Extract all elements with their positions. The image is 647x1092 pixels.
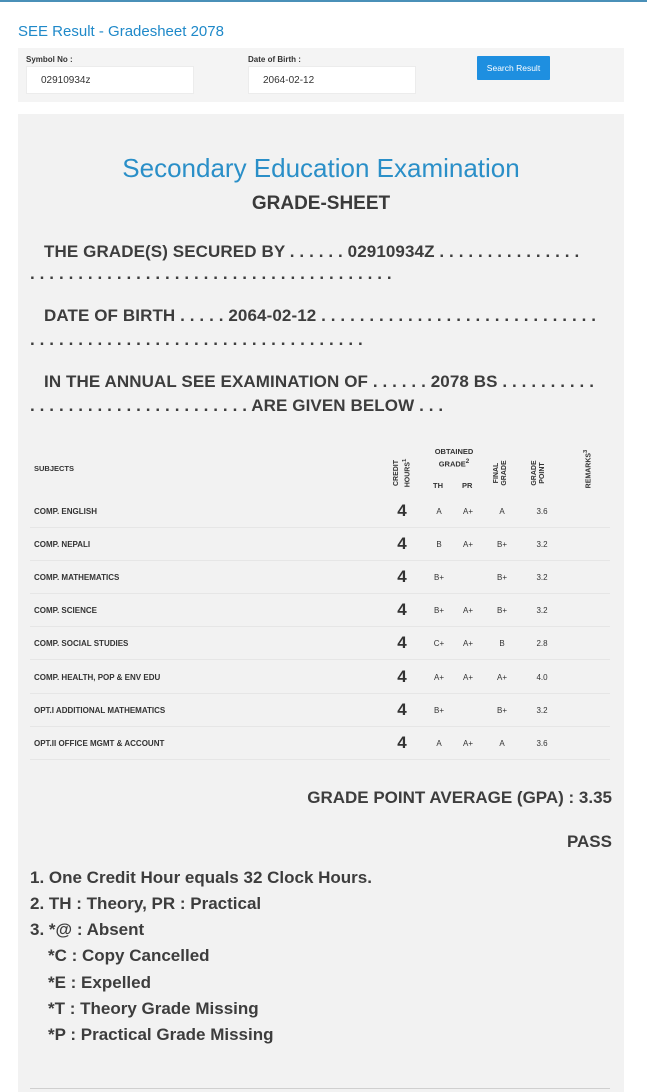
th-grade: B (436, 540, 442, 549)
dob-input[interactable]: 2064-02-12 (248, 66, 416, 94)
subject-name: OPT.I ADDITIONAL MATHEMATICS (34, 706, 166, 715)
credit-hours: 4 (397, 567, 407, 586)
grade-point: 3.2 (536, 573, 548, 582)
note-theory-missing: *T : Theory Grade Missing (48, 999, 259, 1018)
row-divider (30, 593, 610, 594)
exam-year-line: IN THE ANNUAL SEE EXAMINATION OF . . . . . . 2078 BS . . . . . . . . . . (44, 372, 595, 391)
symbol-no-label: Symbol No : (26, 55, 73, 64)
pr-grade: A+ (462, 673, 473, 682)
grade-point: 3.6 (536, 507, 548, 516)
note-theory-practical: 2. TH : Theory, PR : Practical (30, 894, 262, 913)
final-grade-header: FINAL GRADE (493, 460, 508, 486)
credit-hours: 4 (397, 534, 407, 553)
credit-hours: 4 (397, 667, 407, 686)
th-grade: A (436, 507, 442, 516)
credit-hours: 4 (397, 600, 407, 619)
subject-name: COMP. SOCIAL STUDIES (34, 639, 129, 648)
final-grade: B+ (496, 606, 507, 615)
grade-point: 3.2 (536, 606, 548, 615)
credit-hours: 4 (397, 501, 407, 520)
row-divider (30, 560, 610, 561)
pr-grade: A+ (462, 606, 473, 615)
row-divider (30, 659, 610, 660)
subjects-header: SUBJECTS (34, 464, 75, 473)
final-grade: A (499, 507, 505, 516)
row-divider (30, 759, 610, 760)
note-expelled: *E : Expelled (48, 973, 151, 992)
pr-header: PR (462, 481, 473, 490)
subject-name: COMP. SCIENCE (34, 606, 97, 615)
grade-point: 3.2 (536, 540, 548, 549)
final-grade: A (499, 739, 505, 748)
subject-name: COMP. NEPALI (34, 540, 91, 549)
credit-hours: 4 (397, 733, 407, 752)
note-copy-cancelled: *C : Copy Cancelled (48, 946, 210, 965)
grade-point: 3.6 (536, 739, 548, 748)
grade-point: 2.8 (536, 639, 548, 648)
subject-name: COMP. MATHEMATICS (34, 573, 120, 582)
search-result-button[interactable]: Search Result (477, 56, 550, 80)
grade-sheet-title: GRADE-SHEET (251, 193, 391, 214)
note-credit-hour: 1. One Credit Hour equals 32 Clock Hours. (30, 868, 372, 887)
note-practical-missing: *P : Practical Grade Missing (48, 1025, 274, 1044)
obtained-grade-header: OBTAINED GRADE$^2$ (434, 447, 474, 469)
final-grade: B+ (496, 540, 507, 549)
row-divider (30, 693, 610, 694)
result-status: PASS (566, 832, 612, 851)
pr-grade: A+ (462, 507, 473, 516)
dob-dots: . . . . . . . . . . . . . . . . . . . . . . . . . . . . . . . . . . . (30, 330, 363, 349)
symbol-no-input[interactable]: 02910934z (26, 66, 194, 94)
credit-hours-header: CREDIT HOURS$^1$ (393, 458, 412, 488)
dob-line: DATE OF BIRTH . . . . . 2064-02-12 . . . . . . . . . . . . . . . . . . . . . . . . . . . . . (44, 306, 597, 325)
secured-by-dots: . . . . . . . . . . . . . . . . . . . . . . . . . . . . . . . . . . . . . . (30, 264, 392, 283)
gpa-summary: GRADE POINT AVERAGE (GPA) : 3.35 (307, 788, 612, 807)
dob-label: Date of Birth : (248, 55, 301, 64)
pr-grade: A+ (462, 739, 473, 748)
final-grade: B+ (496, 706, 507, 715)
row-divider (30, 626, 610, 627)
subject-name: COMP. ENGLISH (34, 507, 97, 516)
grade-point: 4.0 (536, 673, 548, 682)
th-grade: B+ (433, 706, 444, 715)
final-grade: B+ (496, 573, 507, 582)
credit-hours: 4 (397, 633, 407, 652)
subject-name: OPT.II OFFICE MGMT & ACCOUNT (34, 739, 165, 748)
th-grade: A+ (433, 673, 444, 682)
subject-name: COMP. HEALTH, POP & ENV EDU (34, 673, 161, 682)
grade-point: 3.2 (536, 706, 548, 715)
exam-title: Secondary Education Examination (122, 153, 520, 183)
note-absent: 3. *@ : Absent (30, 920, 145, 939)
credit-hours: 4 (397, 700, 407, 719)
remarks-header: REMARKS$^3$ (583, 449, 593, 489)
pr-grade: A+ (462, 540, 473, 549)
divider (30, 1088, 610, 1089)
th-grade: B+ (433, 573, 444, 582)
th-header: TH (433, 481, 443, 490)
th-grade: B+ (433, 606, 444, 615)
top-border-line (0, 0, 647, 2)
row-divider (30, 726, 610, 727)
secured-by-line: THE GRADE(S) SECURED BY . . . . . . 02910934Z . . . . . . . . . . . . . . . (44, 242, 580, 261)
pr-grade: A+ (462, 639, 473, 648)
grade-point-header: GRADE POINT (531, 460, 546, 486)
final-grade: A+ (496, 673, 507, 682)
page-title: SEE Result - Gradesheet 2078 (18, 23, 224, 40)
final-grade: B (499, 639, 505, 648)
th-grade: A (436, 739, 442, 748)
row-divider (30, 527, 610, 528)
given-below-line: . . . . . . . . . . . . . . . . . . . . . . . ARE GIVEN BELOW . . . (30, 396, 444, 415)
th-grade: C+ (433, 639, 445, 648)
